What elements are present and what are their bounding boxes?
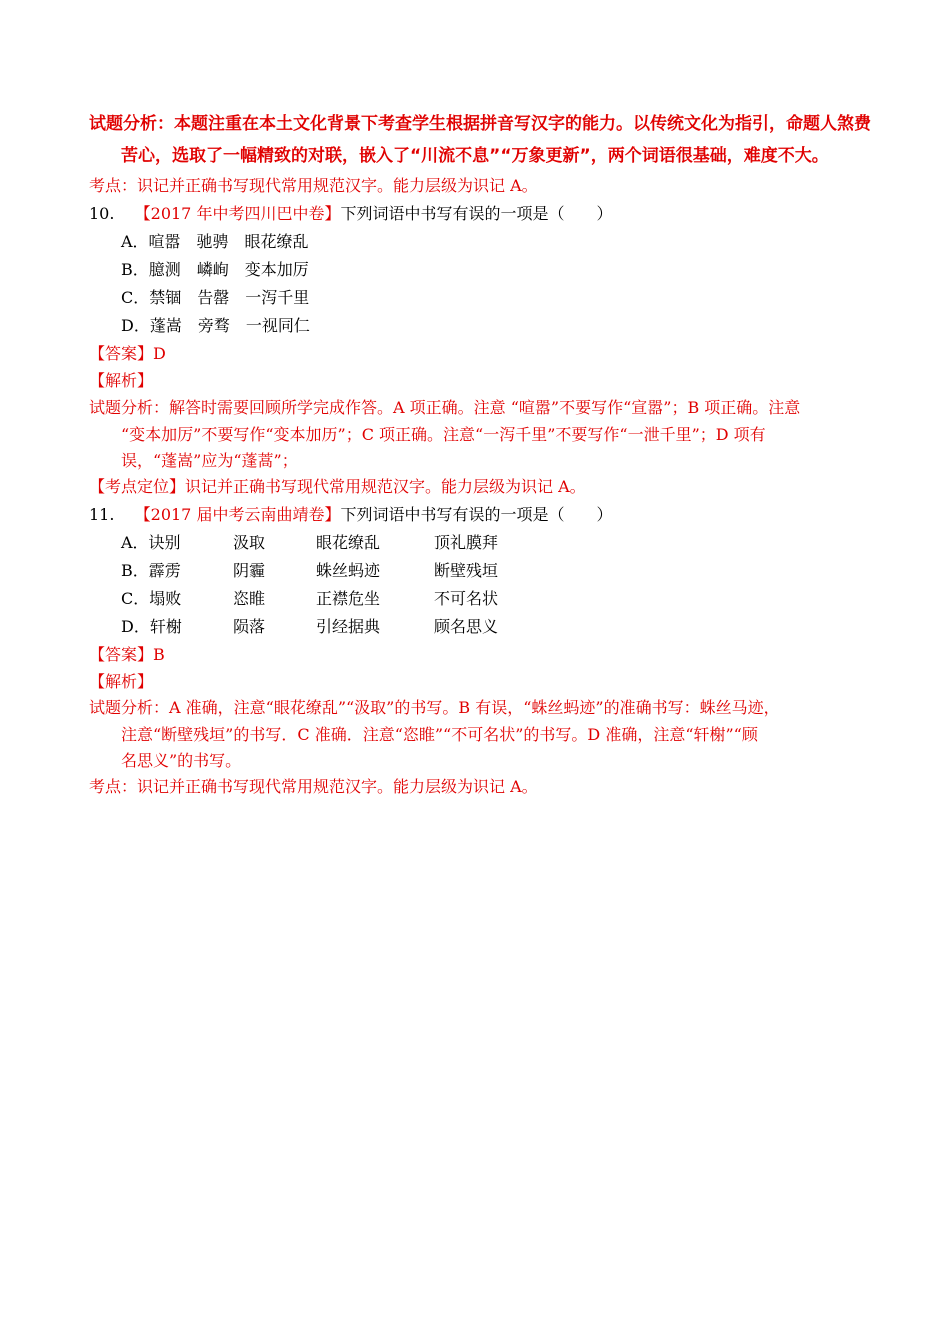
question-11-jiexi-label: 【解析】 bbox=[89, 672, 154, 691]
option-label: D．轩榭 bbox=[121, 617, 182, 636]
option-word: 不可名状 bbox=[434, 589, 499, 608]
question-10-option-c: C．禁锢 告罄 一泻千里 bbox=[121, 288, 310, 307]
option-label: A．诀别 bbox=[121, 533, 181, 552]
option-word: 眼花缭乱 bbox=[316, 533, 381, 552]
question-10-jiexi-label: 【解析】 bbox=[89, 371, 154, 390]
question-11-answer: 【答案】B bbox=[89, 645, 165, 664]
question-11-stem: 下列词语中书写有误的一项是（ ） bbox=[340, 505, 613, 524]
question-11-number: 11. bbox=[89, 505, 115, 524]
question-10-header bbox=[89, 204, 612, 224]
option-word: 汲取 bbox=[233, 533, 266, 552]
question-10-source: 【2017 年中考四川巴中卷】 bbox=[134, 204, 341, 223]
question-11-source: 【2017 届中考云南曲靖卷】 bbox=[134, 505, 341, 524]
option-word: 引经据典 bbox=[316, 617, 381, 636]
question-11-analysis-line-1: 试题分析：A 准确，注意“眼花缭乱”“汲取”的书写。B 有误，“蛛丝蚂迹”的准确书写：蛛丝马迹， bbox=[89, 698, 780, 717]
question-10-option-a: A．喧嚣 驰骋 眼花缭乱 bbox=[121, 232, 309, 251]
option-word: 阴霾 bbox=[233, 561, 266, 580]
question-11-analysis-line-3: 名思义”的书写。 bbox=[121, 751, 242, 770]
top-analysis-line-2: 苦心，选取了一幅精致的对联，嵌入了“川流不息”“万象更新”，两个词语很基础，难度不大。 bbox=[121, 146, 829, 166]
option-word: 顾名思义 bbox=[434, 617, 499, 636]
option-word: 陨落 bbox=[233, 617, 266, 636]
option-word: 断壁残垣 bbox=[434, 561, 499, 580]
option-word: 顶礼膜拜 bbox=[434, 533, 499, 552]
option-label: B．霹雳 bbox=[121, 561, 181, 580]
top-kaodian: 考点：识记并正确书写现代常用规范汉字。能力层级为识记 A。 bbox=[89, 176, 538, 195]
question-11-header bbox=[89, 505, 612, 525]
option-word: 恣睢 bbox=[233, 589, 266, 608]
option-label: C．塌败 bbox=[121, 589, 182, 608]
question-11-kaodian: 考点：识记并正确书写现代常用规范汉字。能力层级为识记 A。 bbox=[89, 777, 538, 796]
question-10-analysis-line-3: 误，“蓬嵩”应为“蓬蒿”； bbox=[121, 451, 298, 470]
option-word: 正襟危坐 bbox=[316, 589, 381, 608]
question-10-answer: 【答案】D bbox=[89, 344, 166, 363]
question-11-analysis-line-2: 注意“断壁残垣”的书写．C 准确．注意“恣睢”“不可名状”的书写。D 准确，注意“轩榭”“顾 bbox=[121, 725, 758, 744]
question-10-stem: 下列词语中书写有误的一项是（ ） bbox=[340, 204, 613, 223]
question-10-kaodian: 【考点定位】识记并正确书写现代常用规范汉字。能力层级为识记 A。 bbox=[89, 477, 586, 496]
question-10-analysis-line-1: 试题分析：解答时需要回顾所学完成作答。A 项正确。注意 “喧嚣”不要写作“宣嚣”；B 项正确。注意 bbox=[89, 398, 801, 417]
question-10-number: 10. bbox=[89, 204, 115, 223]
question-10-analysis-line-2: “变本加厉”不要写作“变本加历”；C 项正确。注意“一泻千里”不要写作“一泄千里”；D 项有 bbox=[121, 425, 766, 444]
option-word: 蛛丝蚂迹 bbox=[316, 561, 381, 580]
question-10-option-b: B．臆测 嶙峋 变本加厉 bbox=[121, 260, 309, 279]
top-analysis-line-1: 试题分析：本题注重在本土文化背景下考查学生根据拼音写汉字的能力。以传统文化为指引，命题人煞费 bbox=[89, 114, 871, 134]
question-10-option-d: D．蓬嵩 旁骛 一视同仁 bbox=[121, 316, 310, 335]
